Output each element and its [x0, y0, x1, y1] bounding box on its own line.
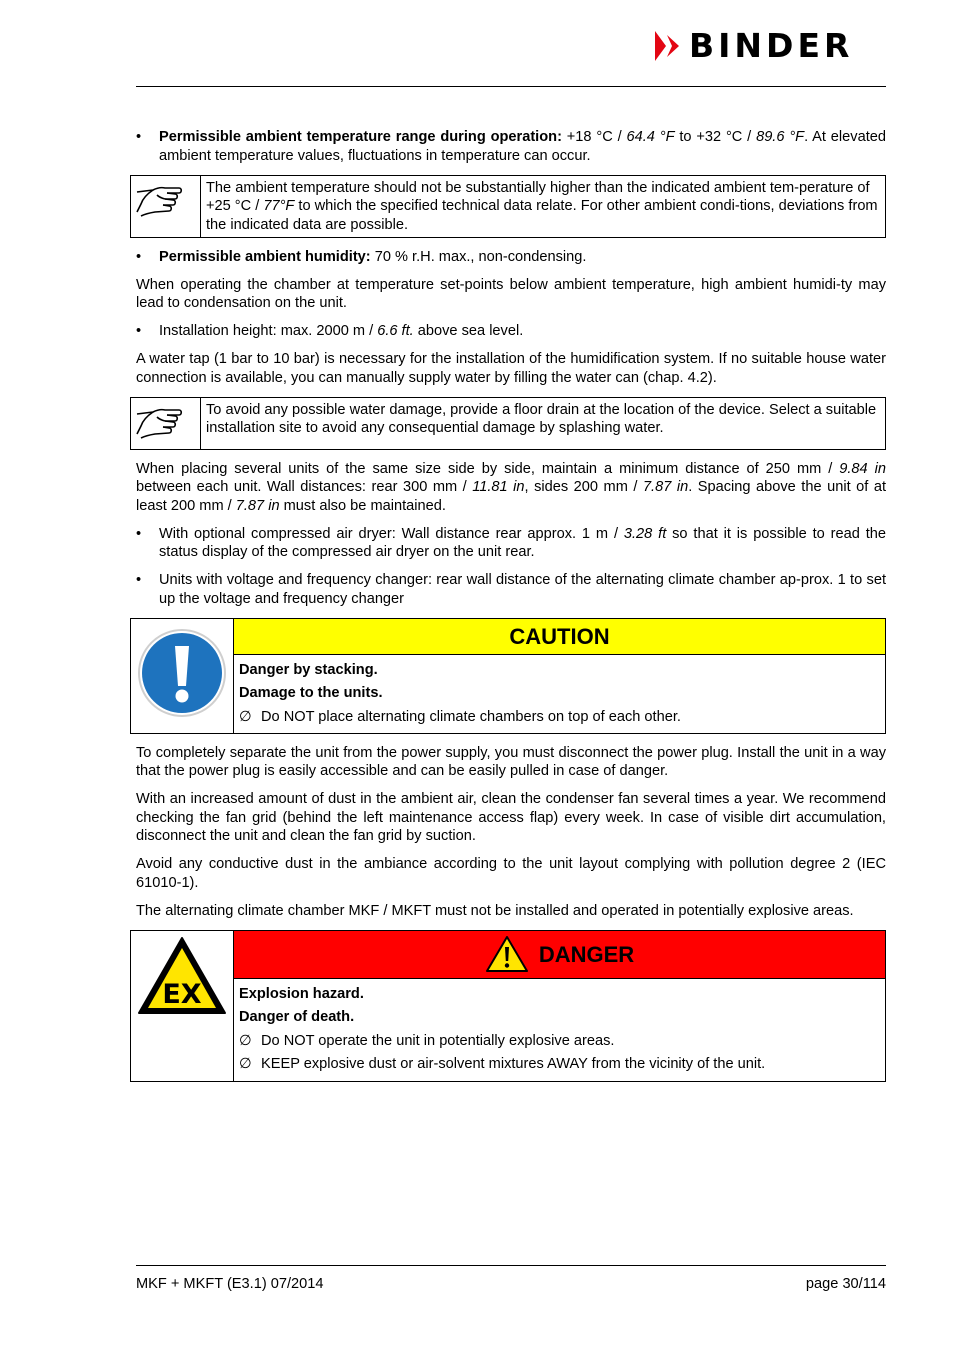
paragraph-condensation: When operating the chamber at temperature set-points below ambient temperature, high ambient humidi-ty may lead to condensation on the unit.: [136, 276, 886, 311]
danger-title: DANGER: [538, 941, 635, 967]
binder-triangle-icon: [655, 31, 681, 61]
danger-line: Explosion hazard.: [239, 985, 364, 1002]
danger-body: [234, 978, 886, 1081]
danger-box: [130, 930, 886, 1082]
prohibition-symbol: ∅: [239, 1032, 252, 1049]
paragraph-conductive-dust: Avoid any conductive dust in the ambiance according to the unit layout complying with pollution degree 2 (IEC 61010-1).: [136, 856, 886, 891]
note-box-temperature: [130, 175, 886, 239]
list-item-air-dryer: • With optional compressed air dryer: Wall distance rear approx. 1 m / 3.28 ft so that it is possible to read the status display of the compressed air dryer on the unit rear.: [136, 525, 886, 562]
header-rule: [136, 86, 886, 87]
list-item-ambient-humidity: • Permissible ambient humidity: 70 % r.H. max., non-condensing.: [136, 248, 886, 267]
note-text: To avoid any possible water damage, provide a floor drain at the location of the device. Select a suitable installation site to avoid any consequential damage by splashing water.: [201, 397, 886, 450]
bullet-list: [136, 128, 886, 165]
note-icon-cell: [131, 397, 201, 450]
page-content: [136, 128, 886, 1091]
prohibition-symbol: ∅: [239, 708, 252, 725]
bullet-list: [136, 322, 886, 341]
note-text: The ambient temperature should not be substantially higher than the indicated ambient tem-perature of +25 °C / 77°F to which the specified technical data relate. For other ambient condi-tions, deviations from the indicated data are possible.: [201, 175, 886, 238]
caution-icon-cell: [131, 618, 234, 734]
danger-icon-cell: [131, 930, 234, 1081]
explosion-hazard-icon: [136, 935, 228, 1017]
note-box-water-damage: [130, 397, 886, 451]
svg-text:EX: EX: [162, 978, 202, 1010]
danger-action: ∅ KEEP explosive dust or air-solvent mixtures AWAY from the vicinity of the unit.: [239, 1053, 880, 1077]
caution-action: ∅ Do NOT place alternating climate chambers on top of each other.: [239, 706, 880, 730]
list-item-installation-height: • Installation height: max. 2000 m / 6.6 ft. above sea level.: [136, 322, 886, 341]
danger-title-bar: [234, 931, 885, 978]
danger-action: ∅ Do NOT operate the unit in potentially explosive areas.: [239, 1030, 880, 1054]
bullet-list: [136, 248, 886, 267]
exclamation-icon: [137, 628, 227, 718]
document-id: MKF + MKFT (E3.1) 07/2014: [136, 1276, 324, 1292]
paragraph-power-plug: To completely separate the unit from the power supply, you must disconnect the power plug. Install the unit in a way that the power plug is easily accessible and can be easily pulled in case of danger.: [136, 744, 886, 779]
caution-body: [234, 654, 886, 734]
caution-line: Damage to the units.: [239, 685, 383, 701]
caution-box: [130, 618, 886, 735]
paragraph-water-tap: A water tap (1 bar to 10 bar) is necessary for the installation of the humidification system. If no suitable house water connection is available, you can manually supply water by filling the water can (chap. 4.2).: [136, 351, 886, 386]
caution-header: [234, 618, 886, 654]
paragraph-dust-cleaning: With an increased amount of dust in the ambient air, clean the condenser fan several times a year. We recommend checking the fan grid (behind the left maintenance access flap) every week. In case of visible dirt accumulation, disconnect the unit and clean the fan grid by suction.: [136, 791, 886, 844]
footer-rule: [136, 1265, 886, 1266]
binder-logo: [655, 26, 887, 65]
paragraph-explosive-areas: The alternating climate chamber MKF / MKFT must not be installed and operated in potentially explosive areas.: [136, 902, 854, 919]
page-number: page 30/114: [805, 1276, 886, 1292]
prohibition-symbol: ∅: [239, 1056, 252, 1072]
note-icon-cell: [131, 175, 201, 238]
danger-line: Danger of death.: [239, 1009, 355, 1025]
caution-title: CAUTION: [234, 619, 885, 654]
caution-line: Danger by stacking.: [239, 661, 378, 678]
brand-name: BINDER: [689, 26, 854, 65]
list-item-frequency-changer: • Units with voltage and frequency changer: rear wall distance of the alternating climate chamber ap-prox. 1 to set up the voltage and frequency changer: [136, 571, 886, 608]
pointing-hand-icon: [135, 182, 183, 222]
warning-triangle-icon: [485, 935, 529, 973]
danger-header: [234, 930, 886, 978]
pointing-hand-icon: [135, 404, 183, 444]
list-item-ambient-temperature: • Permissible ambient temperature range during operation: +18 °C / 64.4 °F to +32 °C / 89.6 °F. At elevated ambient temperature values, fluctuations in temperature can occur.: [136, 128, 886, 165]
paragraph-spacing: When placing several units of the same size side by side, maintain a minimum distance of 250 mm / 9.84 in between each unit. Wall distances: rear 300 mm / 11.81 in, sides 200 mm / 7.87 in. Spacing above the unit of at least 200 mm / 7.87 in must also be maintained.: [136, 460, 886, 514]
bullet-list: [136, 525, 886, 609]
